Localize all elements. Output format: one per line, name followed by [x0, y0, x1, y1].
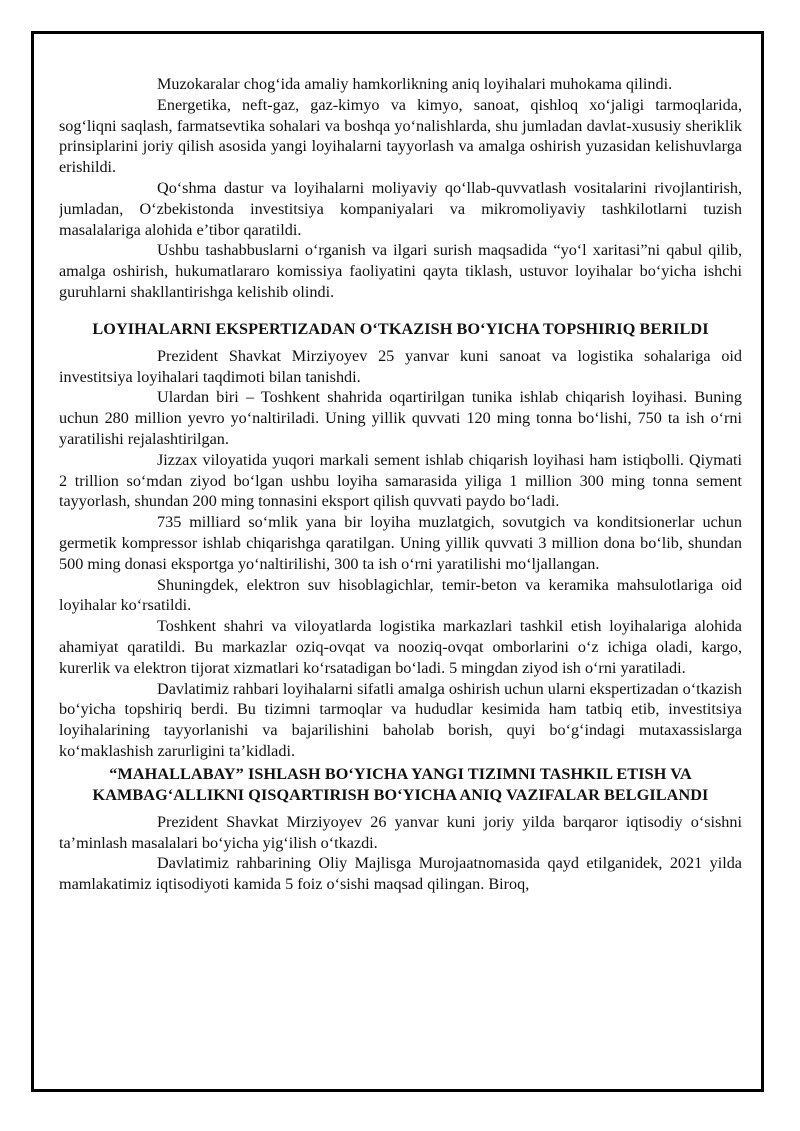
paragraph: Ushbu tashabbuslarni o‘rganish va ilgari surish maqsadida “yo‘l xaritasi”ni qabul qilib, amalga oshirish, hukumatlararo komissiya faoliyatini qayta tiklash, ustuvor loyihalar bo‘yicha ishchi guruhlarni shakllantirishga kelishib olindi. — [59, 241, 742, 301]
paragraph: Toshkent shahri va viloyatlarda logistika markazlari tashkil etish loyihalariga alohida ahamiyat qaratildi. Bu markazlar oziq-ovqat va nooziq-ovqat omborlarini o‘z ichiga oladi, kargo, kurerlik va elektron tijorat xizmatlari ko‘rsatadigan bo‘ladi. 5 mingdan ziyod ish o‘rni yaratiladi. — [59, 617, 742, 677]
paragraph: Qo‘shma dastur va loyihalarni moliyaviy qo‘llab-quvvatlash vositalarini rivojlantirish, jumladan, O‘zbekistonda investitsiya kompaniyalari va mikromoliyaviy tashkilotlarni tuzish masalalariga alohida e’tibor qaratildi. — [59, 178, 742, 239]
paragraph: Davlatimiz rahbari loyihalarni sifatli amalga oshirish uchun ularni ekspertizadan o‘tkazish bo‘yicha topshiriq berdi. Bu tizimni tarmoqlar va hududlar kesimida ham tatbiq etib, investitsiya loyihalarining tayyorlanishi va bajarilishini baholab borish, quyi bo‘g‘indagi mutaxassislarga ko‘maklashish zarurligini ta’kidladi. — [59, 679, 742, 760]
section-heading: LOYIHALARNI EKSPERTIZADAN O‘TKAZISH BO‘YICHA TOPSHIRIQ BERILDI — [92, 319, 709, 338]
section-heading: “MAHALLABAY” ISHLASH BO‘YICHA YANGI TIZIMNI TASHKIL ETISH VA KAMBAG‘ALLIKNI QISQARTIRISH BO‘YICHA ANIQ VAZIFALAR BELGILANDI — [92, 764, 709, 804]
paragraph: Muzokaralar chog‘ida amaliy hamkorlikning aniq loyihalari muhokama qilindi. — [157, 75, 673, 93]
paragraph: Prezident Shavkat Mirziyoyev 25 yanvar kuni sanoat va logistika sohalariga oid investitsiya loyihalari taqdimoti bilan tanishdi. — [59, 346, 742, 386]
paragraph: Davlatimiz rahbarining Oliy Majlisga Murojaatnomasida qayd etilganidek, 2021 yilda mamlakatimiz iqtisodiyoti kamida 5 foiz o‘sishi maqsad qilingan. Biroq, — [59, 854, 742, 894]
paragraph: 735 milliard so‘mlik yana bir loyiha muzlatgich, sovutgich va konditsionerlar uchun germetik kompressor ishlab chiqarishga qaratilgan. Uning yillik quvvati 3 million dona bo‘lib, shundan 500 ming donasi eksportga yo‘naltirilishi, 300 ta ish o‘rni yaratilishi mo‘ljallangan. — [59, 513, 742, 573]
document-body — [59, 74, 742, 1108]
paragraph: Prezident Shavkat Mirziyoyev 26 yanvar kuni joriy yilda barqaror iqtisodiy o‘sishni ta’minlash masalalari bo‘yicha yig‘ilish o‘tkazdi. — [59, 812, 742, 852]
paragraph: Shuningdek, elektron suv hisoblagichlar, temir-beton va keramika mahsulotlariga oid loyihalar ko‘rsatildi. — [59, 575, 742, 615]
paragraph: Ulardan biri – Toshkent shahrida oqartirilgan tunika ishlab chiqarish loyihasi. Buning uchun 280 million yevro yo‘naltiriladi. Uning yillik quvvati 120 ming tonna bo‘lishi, 750 ta ish o‘rni yaratilishi rejalashtirilgan. — [59, 388, 742, 448]
paragraph: Energetika, neft-gaz, gaz-kimyo va kimyo, sanoat, qishloq xo‘jaligi tarmoqlarida, sog‘liqni saqlash, farmatsevtika sohalari va boshqa yo‘nalishlarda, shu jumladan davlat-xususiy sheriklik prinsiplarini joriy qilish asosida yangi loyihalarni tayyorlash va amalga oshirish yuzasidan kelishuvlarga erishildi. — [59, 95, 742, 177]
paragraph: Jizzax viloyatida yuqori markali sement ishlab chiqarish loyihasi ham istiqbolli. Qiymati 2 trillion so‘mdan ziyod bo‘lgan ushbu loyiha samarasida yiliga 1 million 300 ming tonna sement tayyorlash, shundan 200 ming tonnasini eksport qilish quvvati paydo bo‘ladi. — [59, 450, 742, 511]
